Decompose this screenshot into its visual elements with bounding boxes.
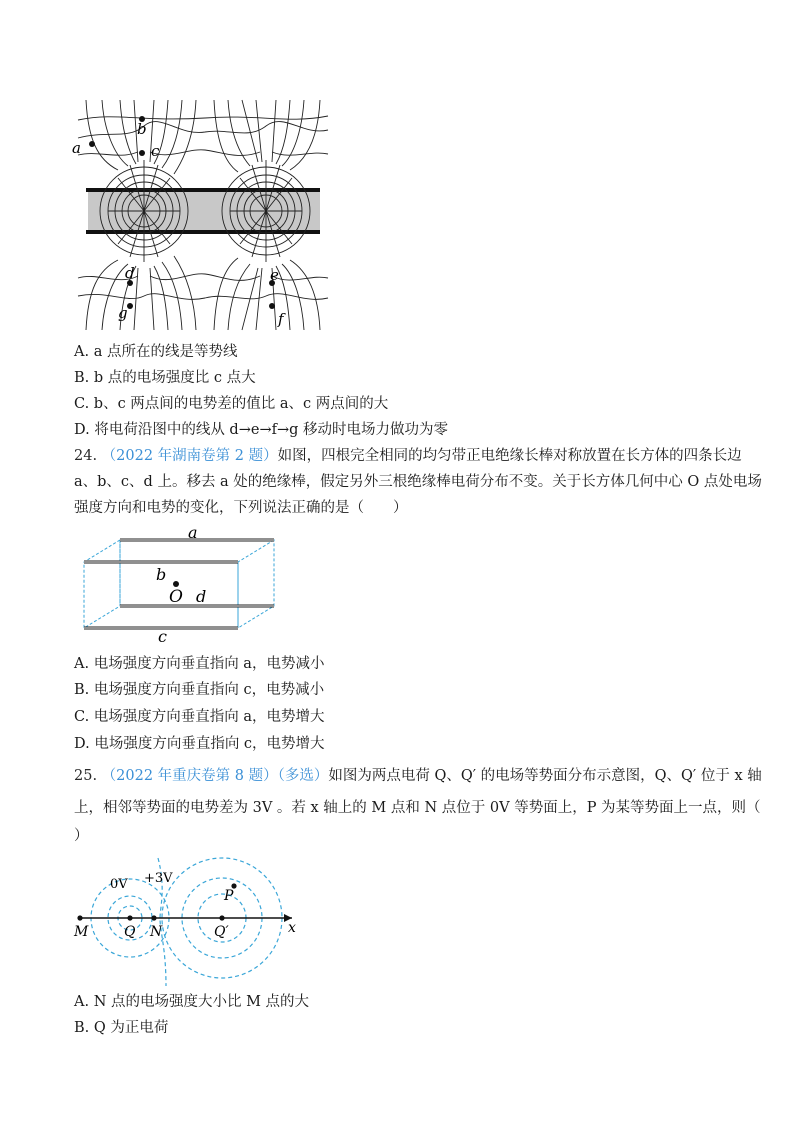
q25-stem-line1 bbox=[74, 766, 762, 786]
label-0V: 0V bbox=[110, 877, 128, 892]
label-Qprime: Q′ bbox=[214, 924, 229, 940]
label-M: M bbox=[74, 924, 89, 940]
equipotential-figure bbox=[74, 848, 304, 988]
label-c: c bbox=[158, 627, 167, 646]
q24-stem-text1: 如图，四根完全相同的均匀带正电绝缘长棒对称放置在长方体的四条长边 bbox=[277, 448, 742, 464]
q25-option-a: A. N 点的电场强度大小比 M 点的大 bbox=[74, 994, 310, 1010]
q23-option-c: C. b、c 两点间的电势差的值比 a、c 两点间的大 bbox=[74, 396, 389, 412]
label-Q: Q bbox=[124, 924, 136, 940]
label-f: f bbox=[278, 310, 284, 328]
label-plus3V: +3V bbox=[144, 871, 173, 886]
label-g: g bbox=[118, 304, 128, 322]
label-N: N bbox=[150, 924, 163, 940]
q24-option-b: B. 电场强度方向垂直指向 c，电势减小 bbox=[74, 682, 325, 698]
label-e: e bbox=[270, 266, 279, 284]
q23-option-b: B. b 点的电场强度比 c 点大 bbox=[74, 370, 256, 386]
q25-number: 25. bbox=[74, 768, 98, 784]
label-O: O bbox=[169, 587, 183, 607]
q24-option-a: A. 电场强度方向垂直指向 a，电势减小 bbox=[74, 656, 325, 672]
q24-number: 24. bbox=[74, 448, 98, 464]
label-b: b bbox=[156, 565, 167, 584]
q24-stem-line3: 强度方向和电势的变化，下列说法正确的是（ ） bbox=[74, 500, 408, 516]
cuboid-rods-figure bbox=[80, 524, 290, 644]
q24-source: （2022 年湖南卷第 2 题） bbox=[101, 448, 278, 464]
q25-stem-line2: 上，相邻等势面的电势差为 3V 。若 x 轴上的 M 点和 N 点位于 0V 等势面上，P 为某等势面上一点，则（ bbox=[74, 800, 761, 816]
q23-option-a: A. a 点所在的线是等势线 bbox=[74, 344, 238, 360]
q25-source: （2022 年重庆卷第 8 题）（多选） bbox=[101, 768, 329, 784]
field-lines-figure bbox=[72, 100, 328, 330]
label-a: a bbox=[188, 523, 198, 542]
label-d: d bbox=[125, 264, 135, 282]
q24-option-d: D. 电场强度方向垂直指向 c，电势增大 bbox=[74, 736, 325, 752]
label-x: x bbox=[288, 920, 296, 936]
label-a: a bbox=[72, 139, 81, 157]
q25-stem-text1: 如图为两点电荷 Q、Q′ 的电场等势面分布示意图，Q、Q′ 位于 x 轴 bbox=[328, 768, 762, 784]
label-P: P bbox=[224, 888, 234, 904]
label-c: c bbox=[151, 142, 160, 160]
q25-stem-line3: ） bbox=[74, 828, 89, 844]
q23-option-d: D. 将电荷沿图中的线从 d→e→f→g 移动时电场力做功为零 bbox=[74, 422, 449, 438]
label-b: b bbox=[137, 120, 147, 138]
label-d: d bbox=[196, 587, 207, 606]
q25-option-b: B. Q 为正电荷 bbox=[74, 1020, 169, 1036]
q24-stem-line1 bbox=[74, 446, 742, 466]
q24-stem-line2: a、b、c、d 上。移去 a 处的绝缘棒，假定另外三根绝缘棒电荷分布不变。关于长方体几何中心 O 点处电场 bbox=[74, 474, 762, 490]
q24-option-c: C. 电场强度方向垂直指向 a，电势增大 bbox=[74, 709, 325, 725]
